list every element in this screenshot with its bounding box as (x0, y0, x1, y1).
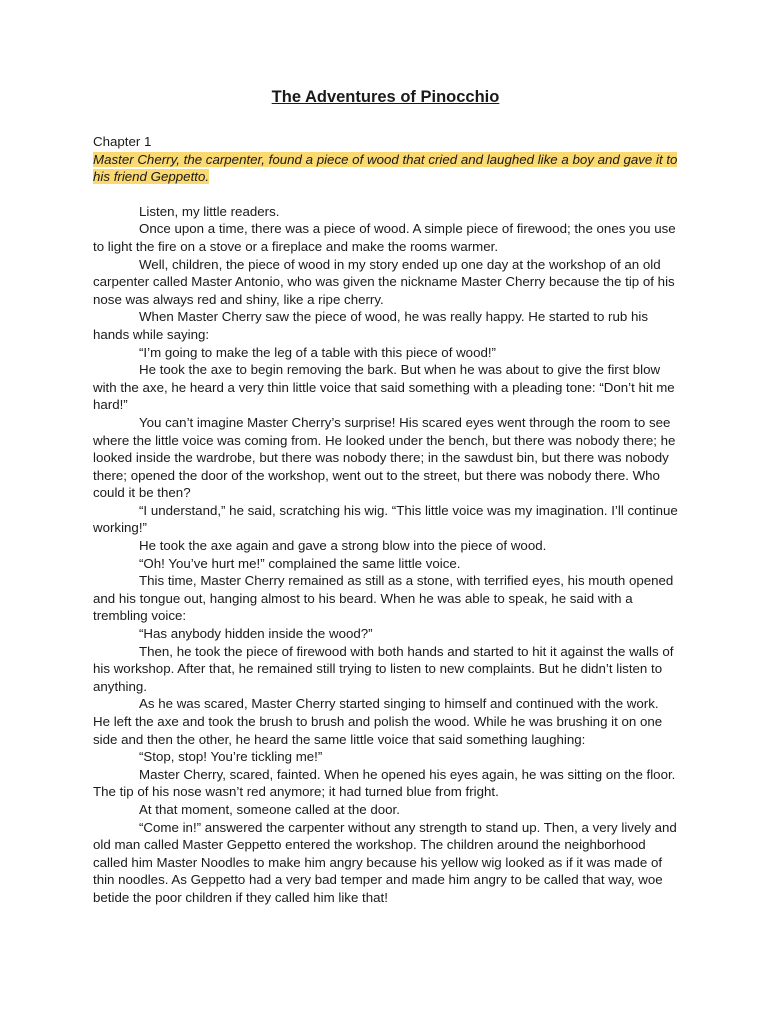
paragraph: This time, Master Cherry remained as still as a stone, with terrified eyes, his mouth opened and his tongue out, hanging almost to his beard. When he was able to speak, he said with a trembling voice: (93, 573, 674, 624)
paragraph: As he was scared, Master Cherry started singing to himself and continued with the work. He left the axe and took the brush to brush and polish the wood. While he was brushing it on one side and then the other, he heard the same little voice that said something laughing: (93, 696, 663, 747)
paragraph: Then, he took the piece of firewood with both hands and started to hit it against the walls of his workshop. After that, he remained still trying to listen to new complaints. But he didn’t listen to anything. (93, 643, 674, 694)
chapter-label: Chapter 1 (93, 134, 152, 149)
paragraph: He took the axe to begin removing the bark. But when he was about to give the first blow with the axe, he heard a very thin little voice that said something with a pleading tone: “Don’t hit me hard!” (93, 362, 675, 413)
chapter-summary (93, 151, 678, 186)
paragraph: “Oh! You’ve hurt me!” complained the same little voice. (139, 555, 461, 571)
paragraph: He took the axe again and gave a strong blow into the piece of wood. (139, 538, 547, 554)
paragraph: “Come in!” answered the carpenter without any strength to stand up. Then, a very lively and old man called Master Geppetto entered the workshop. The children around the neighborhood called him Master Noodles to make him angry because his yellow wig looked as if it was made of thin noodles. As Geppetto had a very bad temper and made him angry to be called that way, woe betide the poor children if they called him like that! (93, 819, 677, 905)
paragraph: “Stop, stop! You’re tickling me!” (139, 749, 323, 765)
paragraph: When Master Cherry saw the piece of wood, he was really happy. He started to rub his hands while saying: (93, 309, 648, 342)
story-body (93, 203, 678, 907)
paragraph: Well, children, the piece of wood in my story ended up one day at the workshop of an old carpenter called Master Antonio, who was given the nickname Master Cherry because the tip of his nose was always red and shiny, like a ripe cherry. (93, 256, 675, 307)
paragraph: “I’m going to make the leg of a table with this piece of wood!” (139, 344, 496, 360)
document-title: The Adventures of Pinocchio (271, 88, 500, 106)
paragraph: “Has anybody hidden inside the wood?” (139, 626, 373, 642)
chapter-summary-highlight: Master Cherry, the carpenter, found a piece of wood that cried and laughed like a boy and gave it to his friend Geppetto. (93, 151, 678, 185)
paragraph: Listen, my little readers. (139, 203, 280, 219)
paragraph: “I understand,” he said, scratching his wig. “This little voice was my imagination. I’ll continue working!” (93, 502, 678, 536)
paragraph: Master Cherry, scared, fainted. When he opened his eyes again, he was sitting on the floor. The tip of his nose wasn’t red anymore; it had turned blue from fright. (93, 766, 676, 800)
paragraph: At that moment, someone called at the door. (139, 801, 400, 817)
paragraph: You can’t imagine Master Cherry’s surprise! His scared eyes went through the room to see where the little voice was coming from. He looked under the bench, but there was nobody there; he looked inside the wardrobe, but there was nobody there; in the sawdust bin, but there was nobody there; opened the door of the workshop, went out to the street, but there was nobody there. Who could it be then? (93, 414, 676, 501)
paragraph: Once upon a time, there was a piece of wood. A simple piece of firewood; the ones you use to light the fire on a stove or a fireplace and make the rooms warmer. (93, 221, 676, 254)
document-page (93, 86, 678, 907)
